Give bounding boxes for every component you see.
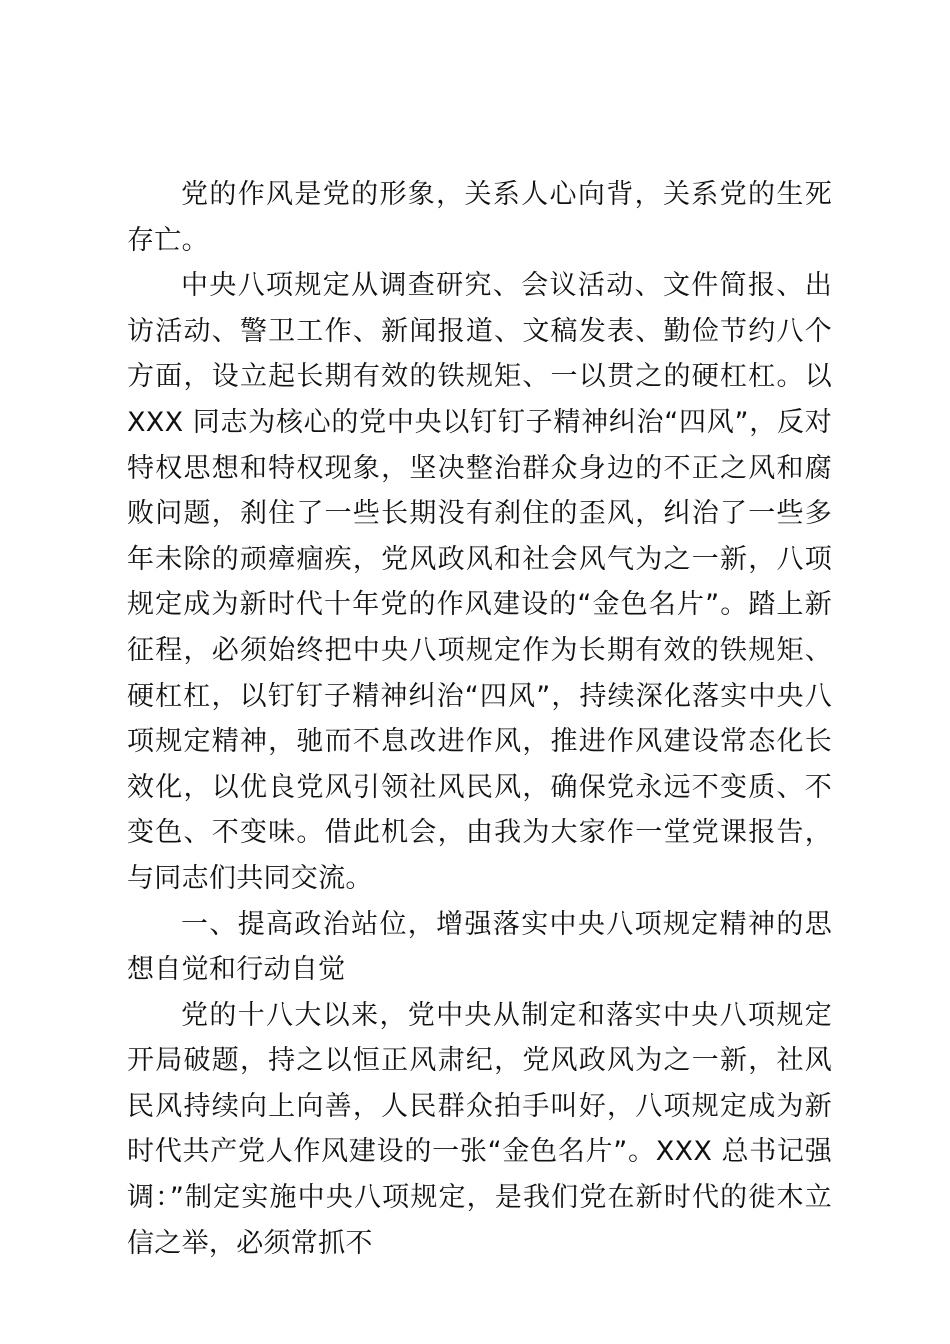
document-body xyxy=(127,172,832,1266)
section-heading-one: 一、提高政治站位，增强落实中央八项规定精神的思想自觉和行动自觉 xyxy=(127,908,832,986)
paragraph-since-eighteenth-congress: 党的十八大以来，党中央从制定和落实中央八项规定开局破题，持之以恒正风肃纪，党风政风为之一新，社风民风持续向上向善，人民群众拍手叫好，八项规定成为新时代共产党人作风建设的一张“金色名片”。XXX 总书记强调：”制定实施中央八项规定，是我们党在新时代的徙木立信之举，必须常抓不 xyxy=(127,999,832,1259)
paragraph-eight-rules: 中央八项规定从调查研究、会议活动、文件简报、出访活动、警卫工作、新闻报道、文稿发表、勤俭节约八个方面，设立起长期有效的铁规矩、一以贯之的硬杠杠。以 XXX 同志为核心的党中央以钉钉子精神纠治“四风”，反对特权思想和特权现象，坚决整治群众身边的不正之风和腐败问题，刹住了一些长期没有刹住的歪风，纠治了一些多年未除的顽瘴痼疾，党风政风和社会风气为之一新，八项规定成为新时代十年党的作风建设的“金色名片”。踏上新征程，必须始终把中央八项规定作为长期有效的铁规矩、硬杠杠，以钉钉子精神纠治“四风”，持续深化落实中央八项规定精神，驰而不息改进作风，推进作风建设常态化长效化，以优良党风引领社风民风，确保党永远不变质、不变色、不变味。借此机会，由我为大家作一堂党课报告，与同志们共同交流。 xyxy=(127,270,832,894)
paragraph-intro: 党的作风是党的形象，关系人心向背，关系党的生死存亡。 xyxy=(127,179,832,256)
